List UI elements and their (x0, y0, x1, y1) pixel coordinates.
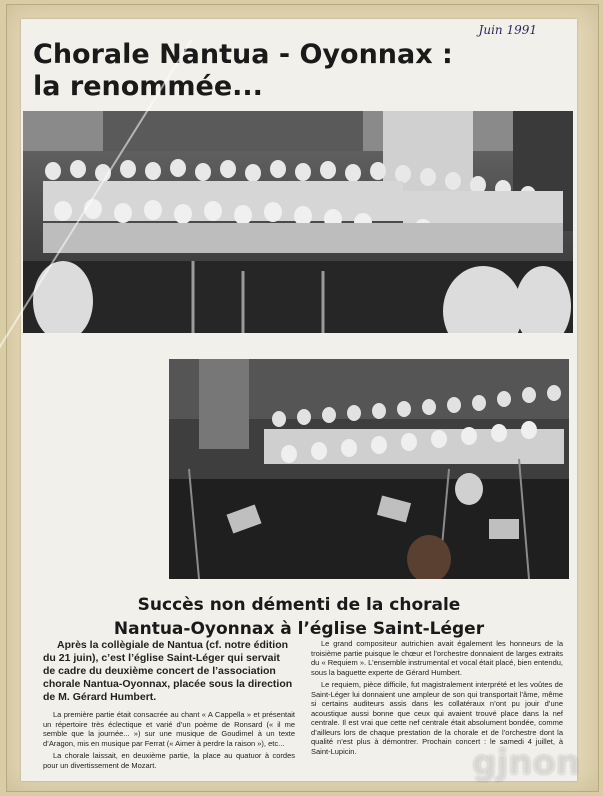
article-lead: Après la collègiale de Nantua (cf. notre édition du 21 juin), c’est l’église Saint-Léger qui servait de cadre du deuxième concert de l’association chorale Nantua-Oyonnax, placée sous la direction de M. Gérard Humbert. (43, 639, 293, 703)
subheadline-line-2: Nantua-Oyonnax à l’église Saint-Léger (113, 619, 485, 639)
orchestra-photo (169, 359, 569, 579)
article-paragraph: La chorale laissait, en deuxième partie, la place au quatuor à cordes pour un divertissement de Mozart. (43, 751, 295, 770)
watermark: gjnon (472, 743, 580, 783)
headline-line-2: la renommée... (33, 71, 263, 102)
handwritten-date: Juin 1991 (478, 23, 537, 37)
subheadline (33, 593, 565, 641)
choir-photo (23, 111, 573, 333)
newspaper-clipping (21, 19, 577, 781)
article-paragraph: Le grand compositeur autrichien avait également les honneurs de la troisième partie puisque le chœur et l’orchestre donnaient de larges extraits du « Requiem ». L’ensemble instrumental et vocal était placé, bien entendu, sous la baguette experte de Gérard Humbert. (311, 639, 563, 677)
article-paragraph: La première partie était consacrée au chant « A Cappella » et présentait un répertoire très éclectique et varié d’un poème de Ronsard (« il me semble que la journée... ») sur une musique de Goudimel à un texte d’Aragon, mis en musique par Ferrat (« Aimer à perdre la raison »), etc... (43, 710, 295, 748)
article-column-left (43, 639, 295, 773)
scrapbook-page (6, 4, 599, 792)
headline (33, 39, 563, 103)
headline-line-1: Chorale Nantua - Oyonnax : (33, 39, 453, 70)
article-paragraph: Le requiem, pièce difficile, fut magistralement interprété et les voûtes de Saint-Léger lui donnaient une ampleur de son qui transportait l’âme, même si certains auditeurs assis dans les collatéraux n’ont pu jouir d’une acoustique aussi bonne que ceux qui avaient trouvé place dans la nef centrale. Il est vrai que cette nef centrale était absolument bondée, comme d’ailleurs lors de chaque prestation de la chorale et de l’orchestre dont la qualité n’est plus à démontrer. Prochain concert : le samedi 4 juillet, à Saint-Lupicin. (311, 680, 563, 756)
subheadline-line-1: Succès non démenti de la chorale (137, 595, 461, 615)
